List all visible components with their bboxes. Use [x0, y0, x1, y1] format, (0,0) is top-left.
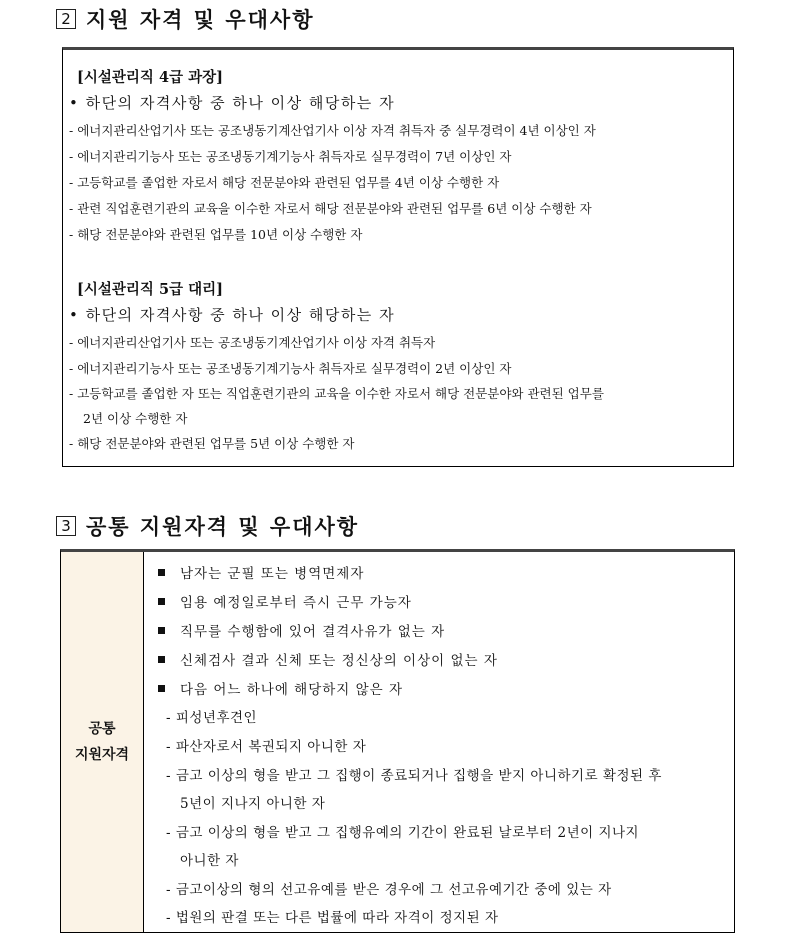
group-title-5grade: [시설관리직 5급 대리] [77, 281, 223, 298]
square-item: 신체검사 결과 신체 또는 정신상의 이상이 없는 자 [158, 649, 498, 669]
square-bullet-icon [158, 627, 165, 634]
label-line-1: 공통 [88, 721, 116, 737]
list-item: - 에너지관리기능사 또는 공조냉동기계기능사 취득자로 실무경력이 7년 이상인 자 [69, 149, 512, 164]
list-item: - 에너지관리기능사 또는 공조냉동기계기능사 취득자로 실무경력이 2년 이상인 자 [69, 361, 512, 376]
list-item: - 고등학교를 졸업한 자 또는 직업훈련기관의 교육을 이수한 자로서 해당 전문분야와 관련된 업무를 [69, 386, 604, 401]
list-item: - 해당 전문분야와 관련된 업무를 10년 이상 수행한 자 [69, 227, 363, 242]
list-item: - 에너지관리산업기사 또는 공조냉동기계산업기사 이상 자격 취득자 [69, 335, 436, 350]
square-item: 직무를 수행함에 있어 결격사유가 없는 자 [158, 620, 445, 640]
list-item: - 고등학교를 졸업한 자로서 해당 전문분야와 관련된 업무를 4년 이상 수행한 자 [69, 175, 500, 190]
group-bullet: • 하단의 자격사항 중 하나 이상 해당하는 자 [69, 94, 396, 112]
group-bullet: • 하단의 자격사항 중 하나 이상 해당하는 자 [69, 306, 396, 324]
sub-item: - 금고이상의 형의 선고유예를 받은 경우에 그 선고유예기간 중에 있는 자 [166, 882, 612, 898]
label-line-2: 지원자격 [74, 747, 130, 763]
sub-item: - 법원의 판결 또는 다른 법률에 따라 자격이 정지된 자 [166, 910, 499, 926]
square-bullet-icon [158, 656, 165, 663]
group-title-4grade: [시설관리직 4급 과장] [77, 69, 223, 86]
sub-item-continuation: 5년이 지나지 아니한 자 [180, 796, 326, 812]
list-item-continuation: 2년 이상 수행한 자 [83, 411, 188, 426]
content-cell [144, 552, 734, 932]
sub-item-continuation: 아니한 자 [180, 853, 239, 869]
square-item: 남자는 군필 또는 병역면제자 [158, 562, 364, 582]
label-cell [61, 552, 144, 932]
square-item: 임용 예정일로부터 즉시 근무 가능자 [158, 591, 412, 611]
section-3-heading [56, 511, 359, 541]
square-bullet-icon [158, 598, 165, 605]
section-number-box: 2 [56, 9, 76, 29]
section-2-heading [56, 4, 315, 34]
section-2-title: 지원 자격 및 우대사항 [86, 8, 315, 32]
sub-item: - 금고 이상의 형을 받고 그 집행유예의 기간이 완료된 날로부터 2년이 지나지 [166, 825, 640, 841]
square-bullet-icon [158, 569, 165, 576]
section-3-title: 공통 지원자격 및 우대사항 [86, 515, 360, 539]
square-item: 다음 어느 하나에 해당하지 않은 자 [158, 678, 403, 698]
qualification-box [62, 47, 734, 467]
sub-item: - 파산자로서 복권되지 아니한 자 [166, 739, 367, 755]
common-qualification-table [60, 549, 735, 933]
list-item: - 관련 직업훈련기관의 교육을 이수한 자로서 해당 전문분야와 관련된 업무를 6년 이상 수행한 자 [69, 201, 592, 216]
list-item: - 해당 전문분야와 관련된 업무를 5년 이상 수행한 자 [69, 436, 355, 451]
sub-item: - 금고 이상의 형을 받고 그 집행이 종료되거나 집행을 받지 아니하기로 확정된 후 [166, 768, 662, 784]
section-number-box: 3 [56, 516, 76, 536]
square-bullet-icon [158, 685, 165, 692]
list-item: - 에너지관리산업기사 또는 공조냉동기계산업기사 이상 자격 취득자 중 실무경력이 4년 이상인 자 [69, 123, 596, 138]
sub-item: - 피성년후견인 [166, 710, 258, 726]
